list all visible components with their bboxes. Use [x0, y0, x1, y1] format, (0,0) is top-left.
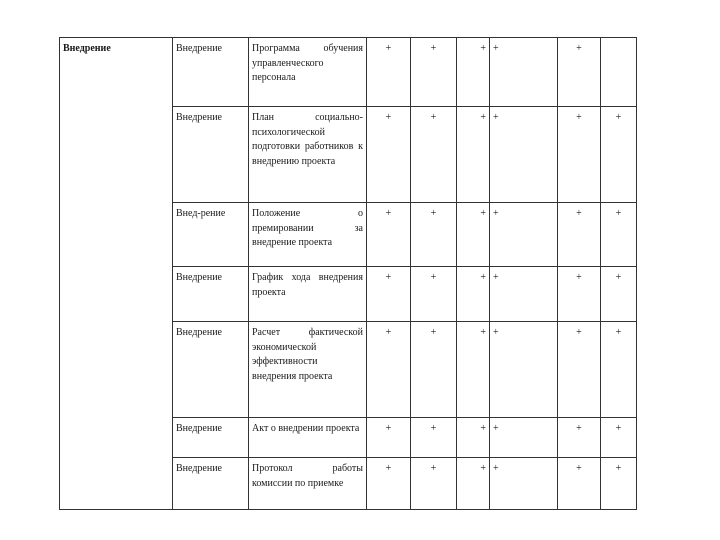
- mark-cell: +: [411, 203, 457, 267]
- phase-cell: Внедрение: [173, 107, 249, 203]
- mark-cell: +: [558, 267, 601, 322]
- mark-cell: +: [601, 322, 637, 418]
- mark-cell: +: [601, 267, 637, 322]
- document-cell: План социально-психологической подготовки работников к внедрению проекта: [249, 107, 367, 203]
- mark-cell: +: [457, 267, 490, 322]
- mark-cell: +: [558, 418, 601, 458]
- mark-cell: +: [601, 203, 637, 267]
- mark-cell: +: [367, 203, 411, 267]
- document-cell: График хода внедрения проекта: [249, 267, 367, 322]
- document-table: [59, 37, 637, 510]
- mark-cell: +: [367, 458, 411, 510]
- mark-cell: +: [457, 322, 490, 418]
- mark-cell: +: [558, 38, 601, 107]
- mark-cell: +: [558, 203, 601, 267]
- mark-cell: +: [490, 107, 558, 203]
- mark-cell: +: [490, 267, 558, 322]
- mark-cell: +: [490, 458, 558, 510]
- mark-cell: +: [367, 267, 411, 322]
- document-cell: Расчет фактической экономической эффективности внедрения проекта: [249, 322, 367, 418]
- mark-cell: +: [411, 107, 457, 203]
- mark-cell: +: [457, 107, 490, 203]
- phase-cell: Внедрение: [173, 38, 249, 107]
- mark-cell: +: [490, 322, 558, 418]
- mark-cell: +: [411, 267, 457, 322]
- stage-label: Внедрение: [60, 38, 173, 510]
- document-cell: Акт о внедрении проекта: [249, 418, 367, 458]
- phase-cell: Внедрение: [173, 267, 249, 322]
- mark-cell: +: [367, 38, 411, 107]
- mark-cell: +: [601, 458, 637, 510]
- document-cell: Протокол работы комиссии по приемке: [249, 458, 367, 510]
- mark-cell: +: [457, 203, 490, 267]
- mark-cell: +: [558, 322, 601, 418]
- mark-cell: +: [558, 458, 601, 510]
- mark-cell: +: [558, 107, 601, 203]
- phase-cell: Внедрение: [173, 458, 249, 510]
- mark-cell: +: [490, 203, 558, 267]
- mark-cell: +: [457, 418, 490, 458]
- mark-cell: +: [411, 418, 457, 458]
- mark-cell: +: [601, 418, 637, 458]
- document-cell: Положение о премировании за внедрение проекта: [249, 203, 367, 267]
- mark-cell: +: [601, 107, 637, 203]
- phase-cell: Внед-рение: [173, 203, 249, 267]
- mark-cell: +: [457, 458, 490, 510]
- mark-cell: +: [411, 458, 457, 510]
- phase-cell: Внедрение: [173, 322, 249, 418]
- mark-cell: +: [367, 107, 411, 203]
- mark-cell: +: [367, 418, 411, 458]
- mark-cell: +: [411, 38, 457, 107]
- document-cell: Программа обучения управленческого персонала: [249, 38, 367, 107]
- mark-cell: +: [411, 322, 457, 418]
- mark-cell: +: [367, 322, 411, 418]
- mark-cell: [601, 38, 637, 107]
- mark-cell: +: [490, 418, 558, 458]
- table-row: [60, 38, 637, 107]
- mark-cell: +: [490, 38, 558, 107]
- phase-cell: Внедрение: [173, 418, 249, 458]
- mark-cell: +: [457, 38, 490, 107]
